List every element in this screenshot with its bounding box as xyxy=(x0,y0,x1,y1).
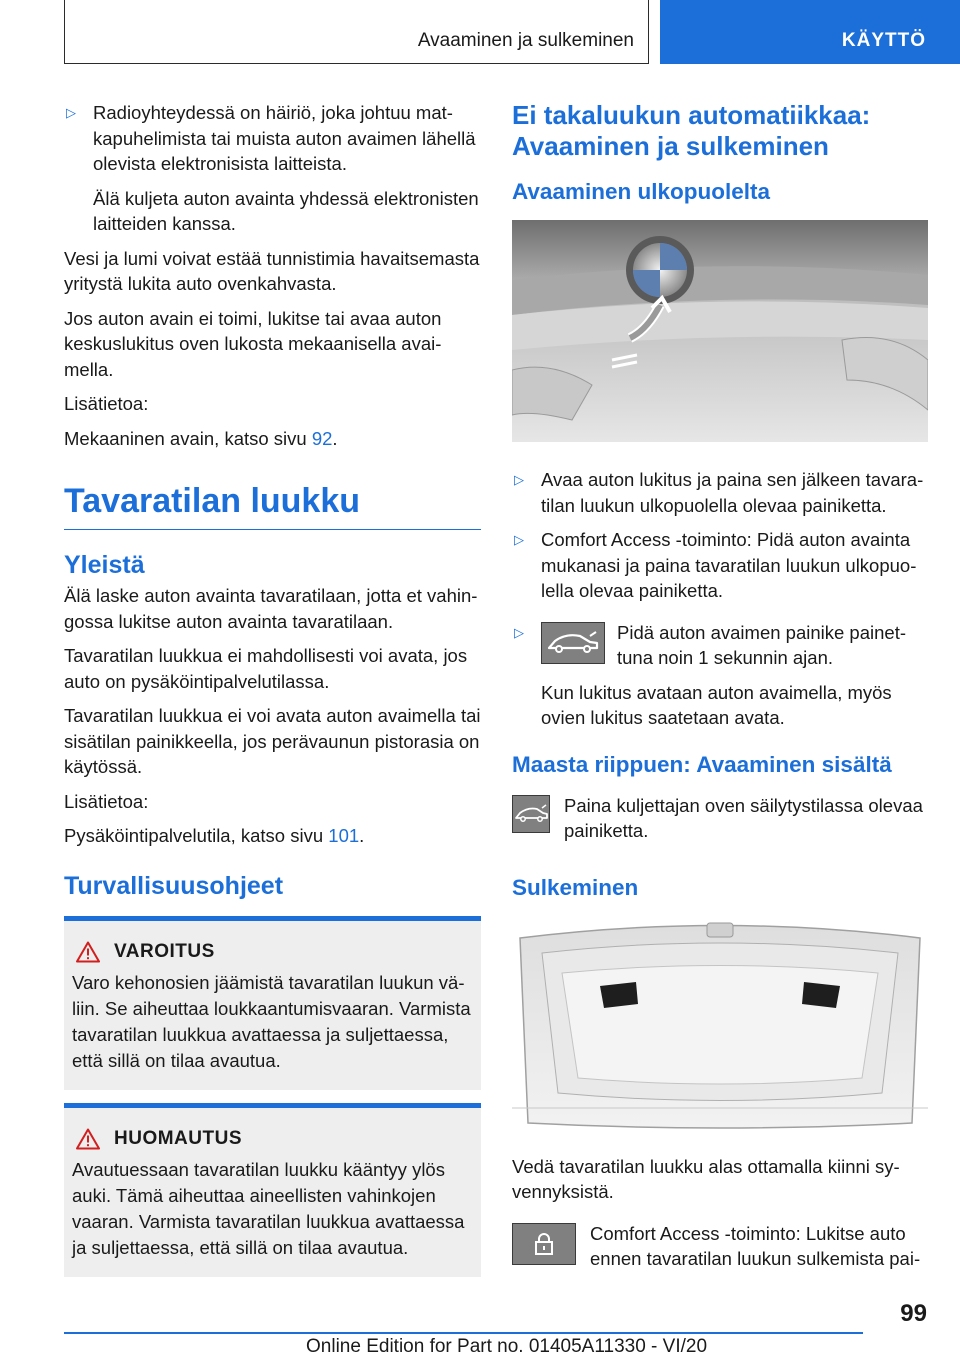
left-column xyxy=(64,100,481,1277)
paragraph: Vedä tavaratilan luukku alas ottamalla kiinni syvennyksistä. xyxy=(512,1155,900,1202)
bullet-continuation: Älä kuljeta auton avainta yhdessä elektronisten laitteiden kanssa. xyxy=(93,187,479,234)
lock-button-icon xyxy=(512,1223,576,1265)
subsection-heading-outside: Avaaminen ulkopuolelta xyxy=(512,179,770,204)
subsection-heading-inside: Maasta riippuen: Avaaminen sisältä xyxy=(512,751,892,777)
trunk-key-button-icon xyxy=(541,622,605,664)
trunk-interior-button-icon xyxy=(512,795,550,833)
warning-box xyxy=(64,916,481,1090)
paragraph: Jos auton avain ei toimi, lukitse tai avaa auton keskuslukitus oven lukosta mekaanisella avaimella. xyxy=(64,307,442,380)
page-number: 99 xyxy=(900,1300,927,1327)
inside-button-row: Paina kuljettajan oven säilytystilassa olevaa painiketta. xyxy=(512,793,928,844)
comfort-access-row: Comfort Access -toiminto: Lukitse auto ennen tavaratilan luukun sulkemista pai- xyxy=(512,1221,928,1272)
notice-text: Avautuessaan tavaratilan luukku kääntyy ylös auki. Tämä aiheuttaa aineellisten vahinkojen vaaran. Varmista tavaratilan luukkua avattaessa ja suljettaessa, että sillä on tilaa avautua. xyxy=(72,1158,465,1258)
page-link-92[interactable]: 92 xyxy=(311,427,333,449)
more-info-label: Lisätietoa: xyxy=(64,393,149,414)
notice-label: HUOMAUTUS xyxy=(114,1127,242,1149)
more-info-label: Lisätietoa: xyxy=(64,790,149,812)
subsection-heading-closing: Sulkeminen xyxy=(512,874,639,900)
paragraph: Tavaratilan luukkua ei mahdollisesti voi avata, jos auto on pysäköintipalvelutilassa. xyxy=(64,645,468,692)
notice-box xyxy=(64,1103,481,1277)
chapter-label: KÄYTTÖ xyxy=(841,30,926,51)
header-chapter-tab[interactable] xyxy=(660,0,960,64)
trunk-lid-interior-illustration xyxy=(512,918,928,1133)
triangle-bullet-icon: ▷ xyxy=(514,532,524,547)
chapter-heading: Tavaratilan luukku xyxy=(64,481,481,530)
page-link-101[interactable]: 101 xyxy=(328,825,360,846)
paragraph: Vesi ja lumi voivat estää tunnistimia havaitsemasta yritystä lukita auto ovenkahvasta. xyxy=(64,247,480,294)
triangle-bullet-icon: ▷ xyxy=(66,105,76,120)
paragraph: Tavaratilan luukkua ei voi avata auton avaimella tai sisätilan painikkeella, jos perävaunun pistorasia on käytössä. xyxy=(64,705,481,777)
footer-divider xyxy=(64,1332,863,1334)
header-section-box xyxy=(64,0,649,64)
section-title: Avaaminen ja sulkeminen xyxy=(417,30,634,51)
padlock-icon xyxy=(533,1232,555,1256)
section-heading-safety: Turvallisuusohjeet xyxy=(64,871,284,900)
list-item: ▷ Radioyhteydessä on häiriö, joka johtuu matkapuhelimista tai muista auton avaimen lähellä olevista elektronisista laitteista. xyxy=(66,102,476,174)
warning-label: VAROITUS xyxy=(114,940,215,962)
list-item: ▷ Comfort Access -toiminto: Pidä auton avainta mukanasi ja paina tavaratilan luukun ulkopuolella olevaa painiketta. xyxy=(514,529,917,601)
edition-footer: Online Edition for Part no. 01405A11330 - VI/20 xyxy=(306,1336,708,1357)
triangle-bullet-icon: ▷ xyxy=(514,624,524,640)
cross-reference: Mekaaninen avain, katso sivu 92. xyxy=(64,427,338,449)
list-item: ▷ Pidä auton avaimen painike painettuna noin 1 sekunnin ajan. xyxy=(514,621,907,668)
car-trunk-icon xyxy=(514,803,548,825)
warning-text: Varo kehonosien jäämistä tavaratilan luukun väliin. Se aiheuttaa loukkaantumisvaaran. Varmista tavaratilan luukkua avattaessa ja suljettaessa, että sillä on tilaa avautua. xyxy=(72,971,471,1071)
section-heading-trunk-manual: Ei takaluukun automatiikkaa: Avaaminen ja sulkeminen xyxy=(512,100,871,161)
triangle-bullet-icon: ▷ xyxy=(514,472,524,487)
cross-reference: Pysäköintipalvelutila, katso sivu 101. xyxy=(64,825,365,846)
warning-triangle-icon xyxy=(76,941,100,963)
right-column xyxy=(512,100,928,1282)
list-item: ▷ Avaa auton lukitus ja paina sen jälkeen tavaratilan luukun ulkopuolella olevaa painiketta. xyxy=(514,469,924,516)
bullet-continuation: Kun lukitus avataan auton avaimella, myös ovien lukitus saatetaan avata. xyxy=(541,681,892,728)
paragraph: Älä laske auton avainta tavaratilaan, jotta et vahingossa lukitse auton avainta tavaratilaan. xyxy=(64,585,478,632)
warning-triangle-icon xyxy=(76,1128,100,1150)
car-trunk-icon xyxy=(546,628,600,658)
section-heading-general: Yleistä xyxy=(64,551,145,579)
trunk-button-illustration xyxy=(512,220,928,442)
